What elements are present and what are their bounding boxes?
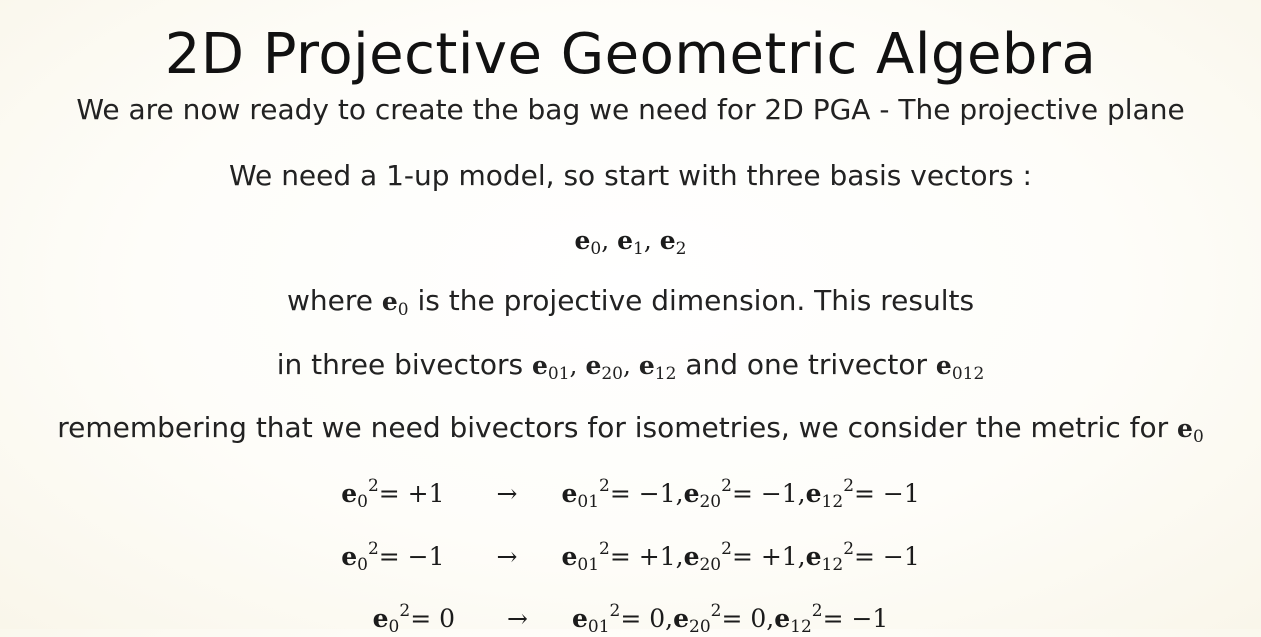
basis-vectors-formula: $e_0$, $e_1$, $e_2$ — [574, 226, 687, 259]
basis-vectors-text: We need a 1-up model, so start with three basis vectors : — [229, 159, 1032, 192]
intro-text: We are now ready to create the bag we need for 2D PGA - The projective plane — [76, 93, 1185, 126]
slide-title: 2D Projective Geometric Algebra — [164, 22, 1097, 87]
metric-text: remembering that we need bivectors for isometries, we consider the metric for $e_0$ — [57, 411, 1204, 447]
projective-dimension-text: where $e_0$ is the projective dimension. This results — [286, 284, 975, 320]
metric-formula-1: $e_0^2= +1 \to e_{01}^2= -1,e_{20}^2= -1,e_{12}^2= -1$ — [341, 476, 920, 512]
metric-formula-2: $e_0^2= -1 \to e_{01}^2= +1,e_{20}^2= +1,e_{12}^2= -1$ — [341, 539, 920, 575]
metric-formula-3: $e_0^2= 0 \to e_{01}^2= 0,e_{20}^2= 0,e_{12}^2= -1$ — [372, 601, 889, 637]
bivectors-text: in three bivectors $e_{01}$, $e_{20}$, $e_{12}$ and one trivector $e_{012}$ — [276, 348, 985, 384]
